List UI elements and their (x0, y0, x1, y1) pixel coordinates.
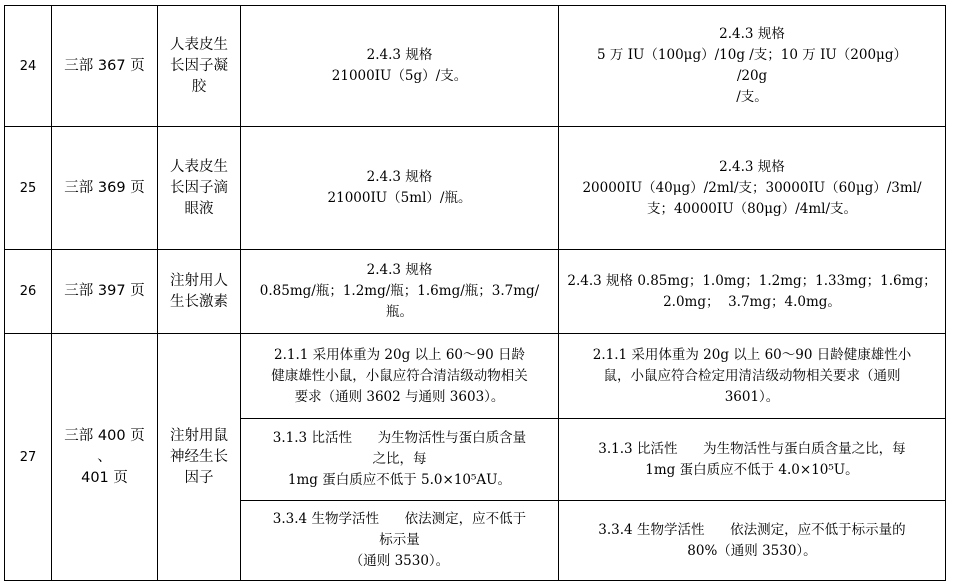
original-text: 2.1.1 采用体重为 20g 以上 60～90 日龄 健康雄性小鼠，小鼠应符合清洁级动物相关 要求（通则 3602 与通则 3603）。 (271, 346, 528, 405)
drug-name: 注射用人 生长激素 (170, 272, 228, 310)
revised-text: 3.3.4 生物学活性 依法测定，应不低于标示量的 80%（通则 3530）。 (598, 521, 906, 559)
row-number: 26 (19, 284, 37, 299)
page-reference: 三部 397 页 (64, 283, 145, 299)
row-number: 27 (19, 449, 37, 465)
grid-line (4, 580, 946, 581)
original-text: 2.4.3 规格 21000IU（5g）/支。 (331, 47, 468, 84)
drug-name: 人表皮生 长因子滴 眼液 (170, 158, 228, 217)
grid-line (945, 5, 946, 581)
drug-name: 人表皮生 长因子凝 胶 (170, 36, 228, 95)
revised-text: 3.1.3 比活性 为生物活性与蛋白质含量之比，每 1mg 蛋白质应不低于 4.0×10⁵U。 (598, 440, 906, 478)
original-text: 3.1.3 比活性 为生物活性与蛋白质含量 之比，每 1mg 蛋白质应不低于 5.0×10⁵AU。 (272, 430, 527, 488)
row-number: 24 (19, 58, 37, 74)
page-reference: 三部 367 页 (64, 57, 145, 74)
original-text: 2.4.3 规格 21000IU（5ml）/瓶。 (327, 169, 472, 206)
row-number: 25 (19, 180, 37, 196)
page-reference: 三部 369 页 (64, 179, 145, 196)
revised-text: 2.4.3 规格 20000IU（40μg）/2ml/支；30000IU（60μg）/3ml/ 支；40000IU（80μg）/4ml/支。 (582, 158, 922, 217)
revised-text: 2.4.3 规格 0.85mg；1.0mg；1.2mg；1.33mg；1.6mg； 2.0mg； 3.7mg；4.0mg。 (567, 272, 937, 310)
page-reference: 三部 400 页 、 401 页 (64, 427, 145, 486)
revised-text: 2.4.3 规格 5 万 IU（100μg）/10g /支；10 万 IU（200μg） /20g /支。 (597, 26, 907, 105)
original-text: 3.3.4 生物学活性 依法测定，应不低于 标示量 （通则 3530）。 (272, 511, 527, 569)
revised-text: 2.1.1 采用体重为 20g 以上 60～90 日龄健康雄性小 鼠，小鼠应符合检定用清洁级动物相关要求（通则 3601）。 (592, 346, 912, 405)
drug-name: 注射用鼠 神经生长 因子 (170, 427, 228, 486)
original-text: 2.4.3 规格 0.85mg/瓶；1.2mg/瓶；1.6mg/瓶；3.7mg/ 瓶。 (259, 262, 540, 320)
